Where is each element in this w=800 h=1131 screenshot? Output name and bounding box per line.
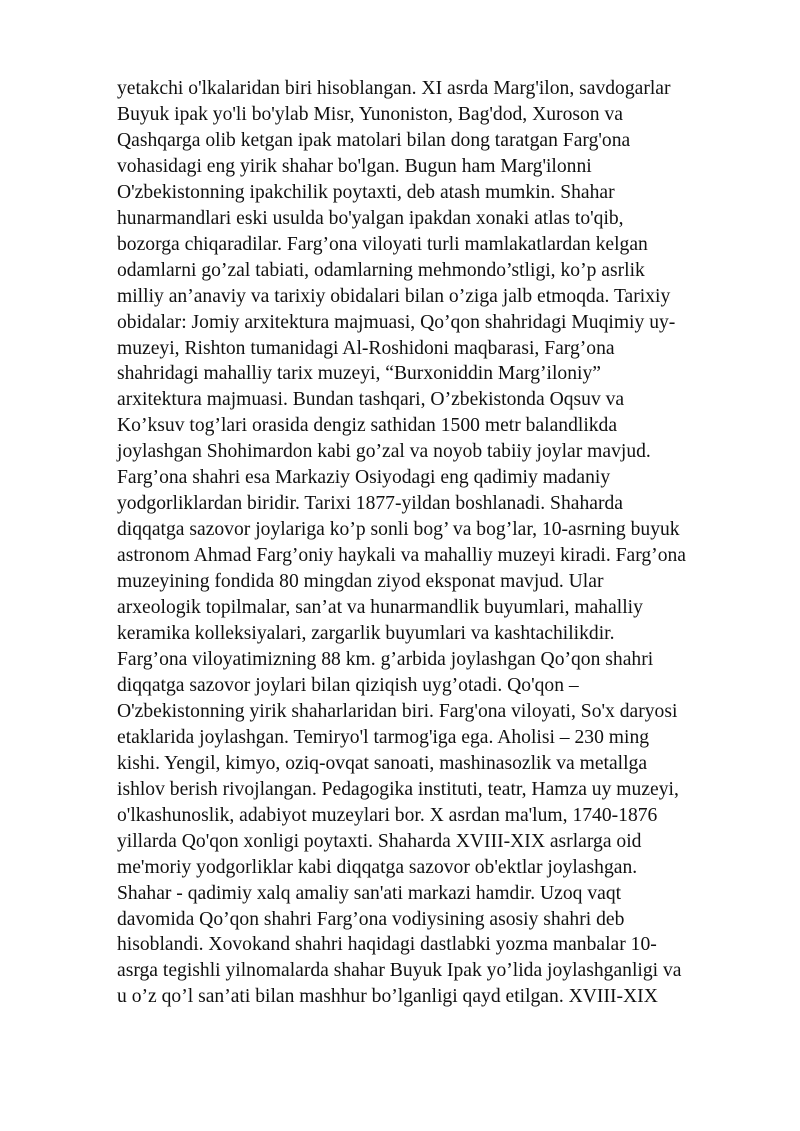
- text-line: arxitektura majmuasi. Bundan tashqari, O’zbekistonda Oqsuv va: [117, 389, 625, 411]
- text-line: kishi. Yengil, kimyo, oziq-ovqat sanoati, mashinasozlik va metallga: [117, 752, 648, 774]
- text-line: yodgorliklardan biridir. Tarixi 1877-yildan boshlanadi. Shaharda: [117, 493, 623, 515]
- text-line: keramika kolleksiyalari, zargarlik buyumlari va kashtachilikdir.: [117, 623, 615, 645]
- text-line: yillarda Qo'qon xonligi poytaxti. Shaharda XVIII-XIX asrlarga oid: [117, 830, 642, 852]
- text-line: muzeyi, Rishton tumanidagi Al-Roshidoni maqbarasi, Farg’ona: [117, 337, 615, 359]
- text-line: ishlov berish rivojlangan. Pedagogika instituti, teatr, Hamza uy muzeyi,: [117, 778, 679, 800]
- text-line: yetakchi o'lkalaridan biri hisoblangan. XI asrda Marg'ilon, savdogarlar: [117, 78, 671, 99]
- text-line: bozorga chiqaradilar. Farg’ona viloyati turli mamlakatlardan kelgan: [117, 233, 648, 255]
- text-line: me'moriy yodgorliklar kabi diqqatga sazovor ob'ektlar joylashgan.: [117, 856, 638, 878]
- text-line: O'zbekistonning ipakchilik poytaxti, deb atash mumkin. Shahar: [117, 181, 615, 203]
- text-line: milliy an’anaviy va tarixiy obidalari bilan o’ziga jalb etmoqda. Tarixiy: [117, 285, 671, 307]
- text-line: etaklarida joylashgan. Temiryo'l tarmog'iga ega. Aholisi – 230 ming: [117, 726, 650, 748]
- text-line: hisoblandi. Xovokand shahri haqidagi dastlabki yozma manbalar 10-: [117, 934, 657, 956]
- text-line: asrga tegishli yilnomalarda shahar Buyuk Ipak yo’lida joylashganligi va: [117, 960, 682, 982]
- text-line: astronom Ahmad Farg’oniy haykali va mahalliy muzeyi kiradi. Farg’ona: [117, 545, 687, 567]
- text-line: Ko’ksuv tog’lari orasida dengiz sathidan 1500 metr balandlikda: [117, 415, 618, 437]
- text-line: u o’z qo’l san’ati bilan mashhur bo’lganligi qayd etilgan. XVIII-XIX: [117, 986, 658, 1008]
- text-line: muzeyining fondida 80 mingdan ziyod eksponat mavjud. Ular: [117, 571, 604, 593]
- text-line: odamlarni go’zal tabiati, odamlarning mehmondo’stligi, ko’p asrlik: [117, 259, 645, 281]
- text-line: davomida Qo’qon shahri Farg’ona vodiysining asosiy shahri deb: [117, 908, 625, 930]
- body-text: [117, 76, 757, 1010]
- text-line: o'lkashunoslik, adabiyot muzeylari bor. X asrdan ma'lum, 1740-1876: [117, 804, 658, 826]
- text-line: shahridagi mahalliy tarix muzeyi, “Burxoniddin Marg’iloniy”: [117, 363, 601, 385]
- text-line: Buyuk ipak yo'li bo'ylab Misr, Yunoniston, Bag'dod, Xuroson va: [117, 103, 623, 125]
- text-line: O'zbekistonning yirik shaharlaridan biri. Farg'ona viloyati, So'x daryosi: [117, 700, 678, 722]
- text-line: Qashqarga olib ketgan ipak matolari bilan dong taratgan Farg'ona: [117, 129, 631, 151]
- text-line: arxeologik topilmalar, san’at va hunarmandlik buyumlari, mahalliy: [117, 597, 643, 619]
- text-line: Farg’ona viloyatimizning 88 km. g’arbida joylashgan Qo’qon shahri: [117, 648, 654, 670]
- text-line: obidalar: Jomiy arxitektura majmuasi, Qo’qon shahridagi Muqimiy uy-: [117, 311, 676, 333]
- text-line: hunarmandlari eski usulda bo'yalgan ipakdan xonaki atlas to'qib,: [117, 207, 624, 229]
- text-line: vohasidagi eng yirik shahar bo'lgan. Bugun ham Marg'ilonni: [117, 155, 592, 177]
- text-line: diqqatga sazovor joylari bilan qiziqish uyg’otadi. Qo'qon –: [117, 674, 579, 696]
- text-line: diqqatga sazovor joylariga ko’p sonli bog’ va bog’lar, 10-asrning buyuk: [117, 519, 680, 541]
- text-line: Farg’ona shahri esa Markaziy Osiyodagi eng qadimiy madaniy: [117, 467, 611, 489]
- text-line: joylashgan Shohimardon kabi go’zal va noyob tabiiy joylar mavjud.: [117, 441, 651, 463]
- text-line: Shahar - qadimiy xalq amaliy san'ati markazi hamdir. Uzoq vaqt: [117, 882, 622, 904]
